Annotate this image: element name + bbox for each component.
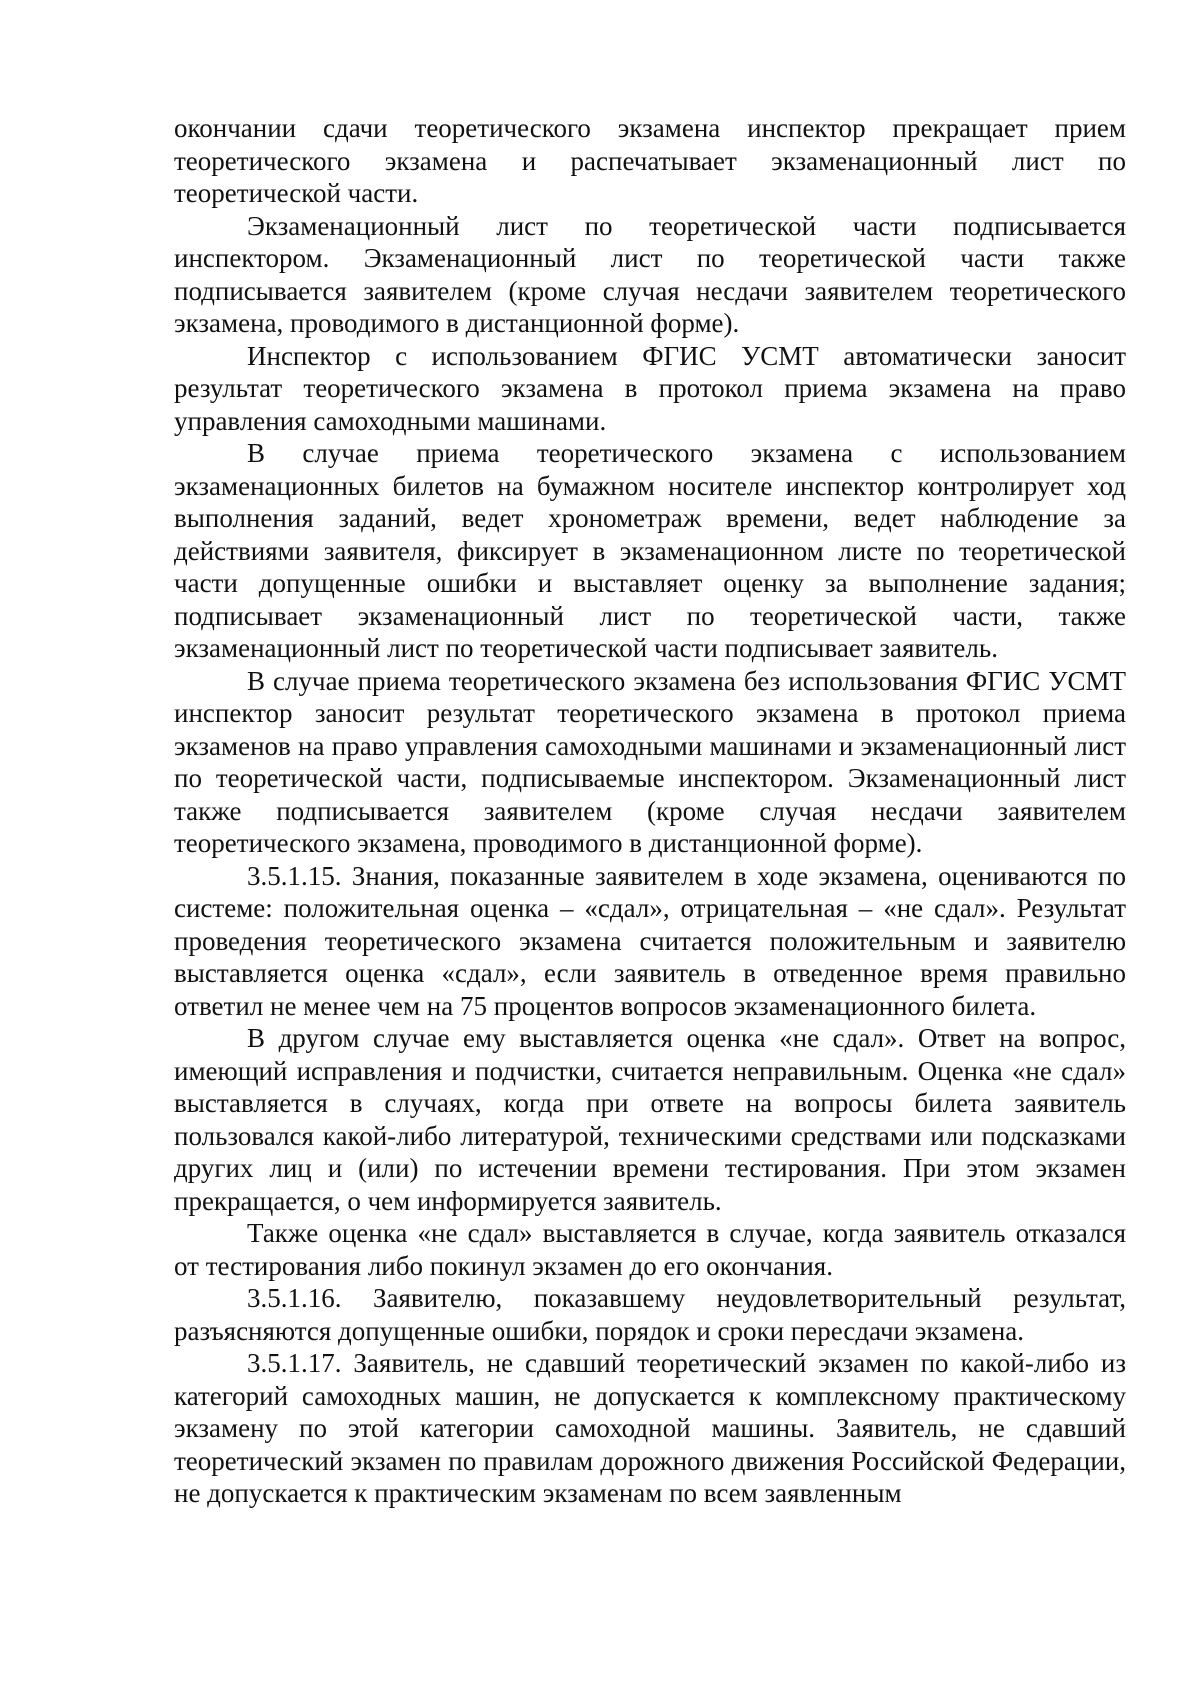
document-page xyxy=(174,112,1126,1510)
paragraph-theory-exam-end: окончании сдачи теоретического экзамена инспектор прекращает прием теоретического экзамена и распечатывает экзаменационный лист по теоретической части. xyxy=(174,113,1126,208)
paragraph-refusal: Также оценка «не сдал» выставляется в случае, когда заявитель отказался от тестирования либо покинул экзамен до его окончания. xyxy=(174,1218,1126,1281)
paragraph-fgis-auto-entry: Инспектор с использованием ФГИС УСМТ автоматически заносит результат теоретического экзамена в протокол приема экзамена на право управления самоходными машинами. xyxy=(174,340,1126,436)
paragraph-3-5-1-16: 3.5.1.16. Заявителю, показавшему неудовлетворительный результат, разъясняются допущенные ошибки, порядок и сроки пересдачи экзамена. xyxy=(174,1283,1126,1346)
paragraph-paper-tickets: В случае приема теоретического экзамена с использованием экзаменационных билетов на бумажном носителе инспектор контролирует ход выполнения заданий, ведет хронометраж времени, ведет наблюдение за действиями заявителя, фиксирует в экзаменационном листе по теоретической части допущенные ошибки и выставляет оценку за выполнение задания; подписывает экзаменационный лист по теоретической части, также экзаменационный лист по теоретической части подписывает заявитель. xyxy=(174,438,1126,663)
paragraph-failed-grade: В другом случае ему выставляется оценка «не сдал». Ответ на вопрос, имеющий исправления и подчистки, считается неправильным. Оценка «не сдал» выставляется в случаях, когда при ответе на вопросы билета заявитель пользовался какой-либо литературой, техническими средствами или подсказками других лиц и (или) по истечении времени тестирования. При этом экзамен прекращается, о чем информируется заявитель. xyxy=(174,1023,1126,1216)
paragraph-3-5-1-17: 3.5.1.17. Заявитель, не сдавший теоретический экзамен по какой-либо из категорий самоходных машин, не допускается к комплексному практическому экзамену по этой категории самоходной машины. Заявитель, не сдавший теоретический экзамен по правилам дорожного движения Российской Федерации, не допускается к практическим экзаменам по всем заявленным xyxy=(174,1348,1126,1508)
paragraph-without-fgis: В случае приема теоретического экзамена без использования ФГИС УСМТ инспектор заносит результат теоретического экзамена в протокол приема экзаменов на право управления самоходными машинами и экзаменационный лист по теоретической части, подписываемые инспектором. Экзаменационный лист также подписывается заявителем (кроме случая несдачи заявителем теоретического экзамена, проводимого в дистанционной форме). xyxy=(174,665,1126,858)
paragraph-exam-sheet-signing: Экзаменационный лист по теоретической части подписывается инспектором. Экзаменационный лист по теоретической части также подписывается заявителем (кроме случая несдачи заявителем теоретического экзамена, проводимого в дистанционной форме). xyxy=(174,210,1126,338)
paragraph-3-5-1-15: 3.5.1.15. Знания, показанные заявителем в ходе экзамена, оцениваются по системе: положительная оценка – «сдал», отрицательная – «не сдал». Результат проведения теоретического экзамена считается положительным и заявителю выставляется оценка «сдал», если заявитель в отведенное время правильно ответил не менее чем на 75 процентов вопросов экзаменационного билета. xyxy=(174,860,1126,1021)
